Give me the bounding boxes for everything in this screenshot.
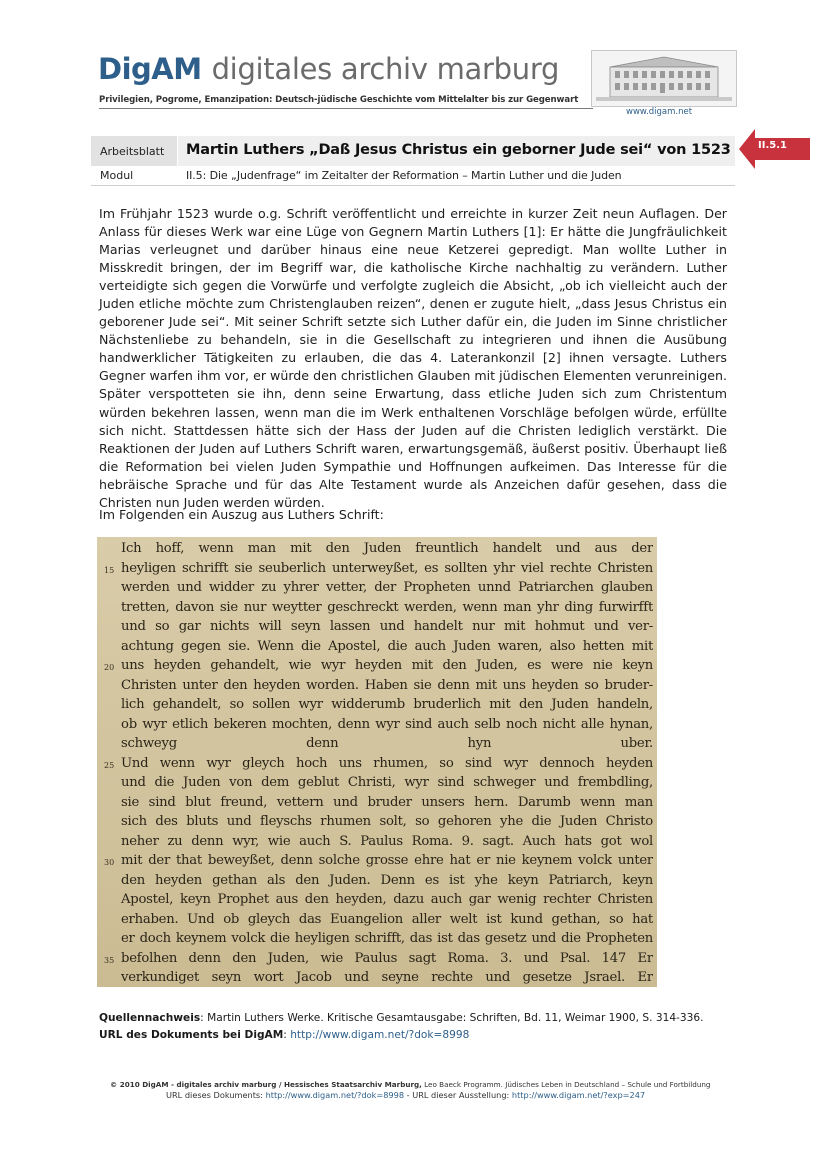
- scan-line: erhaben. Und ob gleych das Euangelion aller welt ist kund gethan, so hat: [121, 911, 653, 927]
- module-badge: [739, 128, 811, 170]
- site-url[interactable]: www.digam.net: [626, 107, 693, 117]
- footer-urls: [166, 1090, 645, 1100]
- body-text: [99, 205, 727, 512]
- scan-line: sich des bluts und fleyschs rhumen solt, so gehoren yhe die Juden Christo: [121, 814, 653, 829]
- source-text: : Martin Luthers Werke. Kritische Gesamtausgabe: Schriften, Bd. 11, Weimar 1900, S. 314-336.: [200, 1012, 704, 1024]
- modul-divider: [91, 185, 735, 186]
- scan-line: Und wenn wyr gleych hoch uns rhumen, so sind wyr dennoch heyden: [121, 755, 653, 771]
- fraktur-excerpt-scan: [97, 537, 657, 987]
- document-url-separator: :: [283, 1029, 291, 1041]
- scan-line: heyligen schrifft sie seuberlich unterweyßet, es sollten yhr viel rechte Christen: [121, 560, 653, 576]
- footer-exhibit-url-link[interactable]: http://www.digam.net/?exp=247: [511, 1090, 646, 1100]
- scan-line: uns heyden gehandelt, wie wyr heyden mit den Juden, es were nie keyn: [121, 658, 653, 673]
- scan-line: werden und widder zu yhrer vetter, der Propheten unnd Patriarchen glauben: [121, 580, 653, 595]
- logo-brand: DigAM: [98, 52, 202, 86]
- body-paragraph: Im Frühjahr 1523 wurde o.g. Schrift veröffentlicht und erreichte in kurzer Zeit neun Auflagen. Der Anlass für dieses Werk war eine Lüge von Gegnern Martin Luthers [1]: Er hätte die Jungfräulichkeit Marias verleugnet und darüber hinaus eine neue Ketzerei gepredigt. Man wollte Luther in Misskredit bringen, der im Begriff war, die katholische Kirche nachhaltig zu verändern. Luther verteidigte sich gegen die Vorwürfe und verfolgte zugleich die Absicht, „ob ich vielleicht auch der Juden etliche möchte zum Christenglauben reizen“, denen er zugute hielt, „dass Jesus Christus ein geborener Jude sei“. Mit seiner Schrift setzte sich Luther dafür ein, die Juden im Sinne christlicher Nächstenliebe zu behandeln, sie in die Gesellschaft zu integrieren und ihnen die Ausübung handwerklicher Tätigkeiten zu erlauben, die das 4. Laterankonzil [2] ihnen versagte. Luthers Gegner warfen ihm vor, er würde den christlichen Glauben mit jüdischen Elementen verunreinigen. Später verspotteten sie ihn, denn seine Erwartung, dass etliche Juden sich zum Christentum würden bekehren lassen, wenn man die im Werk enthaltenen Vorschläge befolgen würde, erfüllte sich nicht. Stattdessen hätte sich der Hass der Juden auf die Christen lediglich verstärkt. Die Reaktionen der Juden auf Luthers Schrift waren, erwartungsgemäß, äußerst positiv. Überhaupt ließ die Reformation bei vielen Juden Sympathie und Hoffnungen aufkeimen. Das Interesse für die hebräische Sprache und für das Alte Testament wurde als Anzeichen dafür gesehen, dass die Christen nun Juden werden würden.: [99, 206, 727, 510]
- building-illustration: [592, 51, 736, 106]
- footer-copyright-rest: Leo Baeck Programm. Jüdisches Leben in Deutschland – Schule und Fortbildung: [421, 1080, 711, 1089]
- scan-line: und die Juden von dem geblut Christi, wyr sind schweger und frembdling,: [121, 775, 653, 790]
- footer-copyright-bold: © 2010 DigAM - digitales archiv marburg / Hessisches Staatsarchiv Marburg,: [110, 1080, 422, 1089]
- scan-line: Ich hoff, wenn man mit den Juden freuntlich handelt und aus der: [121, 541, 653, 556]
- digam-logo: [98, 52, 559, 86]
- source-reference: [99, 1012, 703, 1024]
- scan-line-number: 20: [104, 663, 115, 672]
- scan-line-number: 25: [104, 760, 115, 770]
- scan-line: verkundiget seyn wort Jacob und seyne rechte und gesetze Jsrael. Er: [121, 970, 653, 985]
- badge-label: II.5.1: [758, 140, 787, 151]
- scan-line: mit der that beweyßet, denn solche grosse ehre hat er nie keynem volck unter: [121, 853, 653, 868]
- scan-line: sie sind blut freund, vettern und bruder unsers hern. Darumb wenn man: [121, 794, 653, 810]
- scan-line: er doch keynem volck die heyligen schrifft, das ist das gesetz und die Propheten: [121, 931, 653, 946]
- scan-line-number: 30: [104, 858, 115, 867]
- scan-line: und so gar nichts will seyn lassen und handelt nur mit hohmut und ver-: [121, 619, 653, 634]
- source-label: Quellennachweis: [99, 1012, 201, 1024]
- scan-line: den heyden gethan als den Juden. Denn es ist yhe keyn Patriarch, keyn: [121, 872, 653, 888]
- document-title: Martin Luthers „Daß Jesus Christus ein geborner Jude sei“ von 1523: [186, 142, 731, 158]
- scan-line-number: 15: [104, 565, 115, 575]
- scan-line-number: 35: [104, 955, 115, 965]
- scan-line: achtung gegen sie. Wenn die Apostel, die auch Juden waren, also hetten mit: [121, 638, 653, 654]
- footer-doc-url-link[interactable]: http://www.digam.net/?dok=8998: [265, 1090, 405, 1100]
- scan-line: tretten, davon sie nur weytter geschreckt werden, wenn man yhr ding furwirfft: [121, 599, 653, 615]
- scan-line: Apostel, keyn Prophet aus den heyden, dazu auch gar wenig rechter Christen: [121, 892, 653, 907]
- document-url-link[interactable]: http://www.digam.net/?dok=8998: [290, 1029, 470, 1041]
- scan-line: neher zu denn wyr, wie auch S. Paulus Roma. 9. sagt. Auch hats got wol: [121, 833, 653, 849]
- modul-text: II.5: Die „Judenfrage“ im Zeitalter der Reformation – Martin Luther und die Juden: [186, 169, 622, 182]
- modul-label: Modul: [100, 169, 134, 182]
- footer-doc-url-label: URL dieses Dokuments:: [166, 1090, 266, 1100]
- excerpt-intro: Im Folgenden ein Auszug aus Luthers Schrift:: [99, 507, 384, 522]
- footer-exhibit-url-label: - URL dieser Ausstellung:: [404, 1090, 512, 1100]
- scan-line: lich gehandelt, so sollen wyr widderumb bruderlich mit den Juden handeln,: [121, 697, 653, 712]
- scan-line: Christen unter den heyden worden. Haben sie denn mit uns heyden so bruder-: [121, 677, 653, 693]
- logo-text: digitales archiv marburg: [211, 52, 560, 86]
- scan-line: ob wyr etlich bekeren mochten, denn wyr sind auch selb noch nicht alle hynan,: [121, 716, 653, 732]
- archive-building-image: [591, 50, 737, 107]
- header-subtitle: Privilegien, Pogrome, Emanzipation: Deutsch-jüdische Geschichte vom Mittelalter bis zur Gegenwart: [99, 95, 579, 105]
- worksheet-label-box: [91, 136, 177, 166]
- document-url-label: URL des Dokuments bei DigAM: [99, 1029, 284, 1041]
- scan-line: befolhen denn den Juden, wie Paulus sagt Roma. 3. und Psal. 147 Er: [121, 950, 653, 966]
- footer-copyright: [110, 1080, 711, 1089]
- header-divider: [99, 108, 593, 109]
- document-url-line: [99, 1029, 469, 1041]
- title-box: [178, 136, 735, 166]
- scan-line: schweyg denn hyn uber.: [121, 736, 653, 751]
- worksheet-label: Arbeitsblatt: [100, 145, 165, 158]
